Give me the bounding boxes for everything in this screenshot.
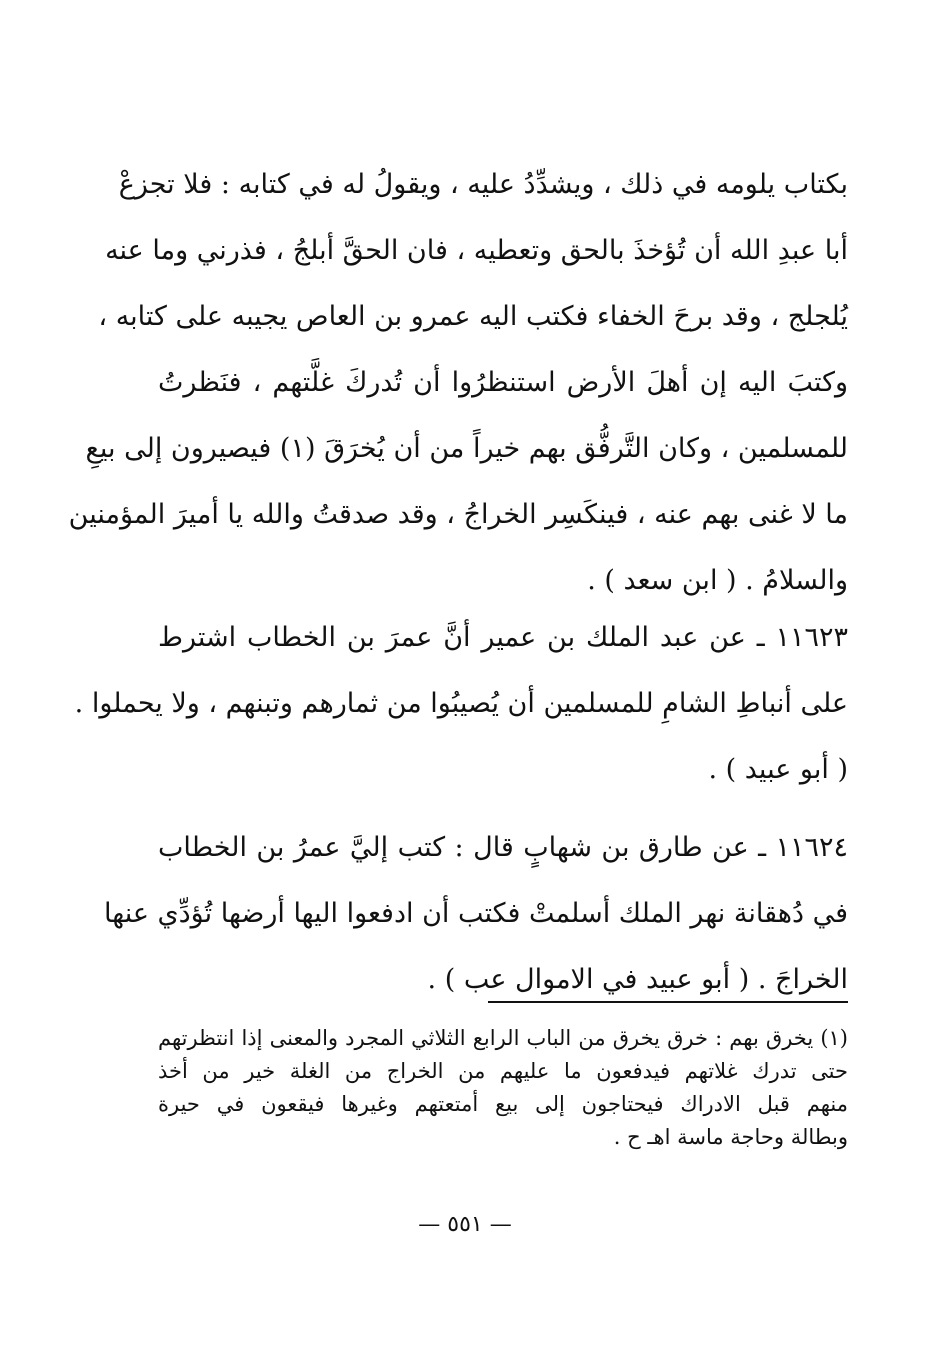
text-line: ١١٦٢٣ ـ عن عبد الملك بن عمير أنَّ عمرَ بن الخطاب اشترط (158, 622, 848, 653)
text-line: ما لا غنى بهم عنه ، فينكَسِر الخراجُ ، وقد صدقتُ والله يا أميرَ المؤمنين (68, 499, 848, 530)
paragraph-continuation (68, 152, 848, 614)
page-number: — ٥٥١ — (418, 1212, 512, 1237)
text-line: ( أبو عبيد ) . (708, 754, 848, 785)
footnote (158, 1022, 848, 1154)
text-line: ١١٦٢٤ ـ عن طارق بن شهابٍ قال : كتب إليَّ عمرُ بن الخطاب (158, 832, 848, 863)
footnote-line: وبطالة وحاجة ماسة اهـ ح . (613, 1125, 848, 1149)
footnote-line: (١) يخرق بهم : خرق يخرق من الباب الرابع الثلاثي المجرد والمعنى إذا انتظرتهم (158, 1026, 848, 1050)
footnote-line: حتى تدرك غلاتهم فيدفعون ما عليهم من الخراج من الغلة خير من أخذ (158, 1059, 848, 1083)
paragraph-11624 (104, 815, 848, 1013)
text-line: في دُهقانة نهر الملك أسلمتْ فكتب أن ادفعوا اليها أرضها تُؤدِّي عنها (104, 898, 848, 929)
footnote-line: منهم قبل الادراك فيحتاجون إلى بيع أمتعتهم وغيرها فيقعون في حيرة (158, 1092, 848, 1116)
footnote-divider (488, 1001, 848, 1003)
text-line: على أنباطِ الشامِ للمسلمين أن يُصيبُوا من ثمارهم وتبنهم ، ولا يحملوا . (74, 688, 848, 719)
text-line: للمسلمين ، وكان التَّرفُّق بهم خيراً من أن يُخرَقَ (١) فيصيرون إلى بيعِ (85, 433, 848, 464)
text-line: والسلامُ . ( ابن سعد ) . (587, 565, 848, 596)
text-line: وكتبَ اليه إن أهلَ الأرض استنظرُوا أن تُدركَ غلَّتهم ، فنَظرتُ (158, 367, 848, 398)
text-line: أبا عبدِ الله أن تُؤخذَ بالحق وتعطيه ، فان الحقَّ أبلجُ ، فذرني وما عنه (105, 235, 848, 266)
text-line: الخراجَ . ( أبو عبيد في الاموال عب ) . (427, 964, 848, 995)
text-line: يُلجلج ، وقد برحَ الخفاء فكتب اليه عمرو بن العاص يجيبه على كتابه ، (98, 301, 848, 332)
text-line: بكتاب يلومه في ذلك ، ويشدِّدُ عليه ، ويقولُ له في كتابه : فلا تجزعْ (118, 169, 848, 200)
paragraph-11623 (74, 605, 848, 803)
